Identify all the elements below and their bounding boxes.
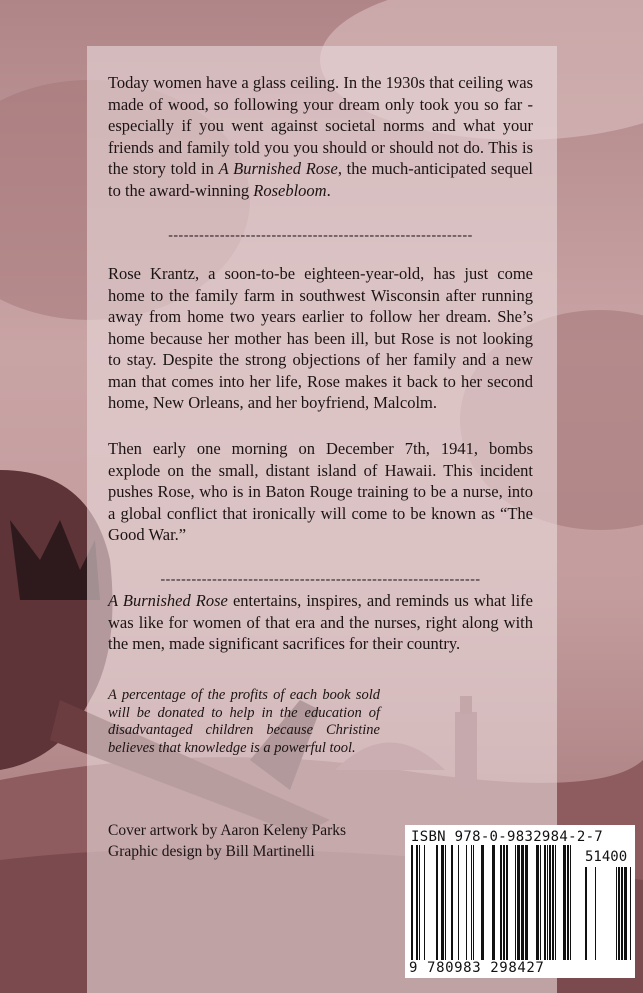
divider-line: ----------------------------------------------------------- — [168, 228, 473, 243]
cover-art-credit: Cover artwork by Aaron Keleny Parks — [108, 822, 347, 839]
book-title-2: A Burnished Rose — [108, 591, 228, 610]
barcode-digits: 9 780983 298427 — [409, 960, 545, 976]
credits — [108, 820, 408, 862]
design-credit: Graphic design by Bill Martinelli — [108, 843, 315, 860]
prior-book-title: Rosebloom — [253, 180, 327, 200]
barcode-bars — [405, 825, 635, 978]
donation-note: A percentage of the profits of each book sold will be donated to help in the education of disadvantaged children because Christine believes that knowledge is a powerful tool. — [108, 687, 380, 756]
synopsis-paragraph: Rose Krantz, a soon-to-be eighteen-year-old, has just come home to the family farm in southwest Wisconsin after running away from home two years earlier to follow her dream. She’s home because her mother has been ill, but Rose is not looking to stay. Despite the strong objections of her family and a new man that comes into her life, Rose makes it back to her second home, New Orleans, and her boyfriend, Malcolm. — [108, 264, 533, 412]
isbn-label: ISBN 978-0-9832984-2-7 — [411, 829, 604, 845]
price-code: 51400 — [585, 849, 628, 865]
war-paragraph: Then early one morning on December 7th, 1941, bombs explode on the small, distant island of Hawaii. This incident pushes Rose, who is in Baton Rouge training to be a nurse, into a global conflict that ironically will come to be known as “The Good War.” — [108, 439, 533, 544]
divider-line-2: -------------------------------------------------------------- — [160, 572, 481, 587]
barcode-box — [405, 825, 635, 978]
intro-paragraph: Today women have a glass ceiling. In the 1930s that ceiling was made of wood, so following your dream only took you so far - especially if you went against societal norms and what your friends and family told you you should or should not do. This is the story told in A Burnished Rose, the much-anticipated sequel to the award-winning Rosebloom. — [108, 73, 534, 200]
closing-paragraph: A Burnished Rose entertains, inspires, and reminds us what life was like for women of that era and the nurses, right along with the men, made significant sacrifices for their country. — [108, 591, 534, 653]
book-title: A Burnished Rose — [218, 159, 338, 178]
